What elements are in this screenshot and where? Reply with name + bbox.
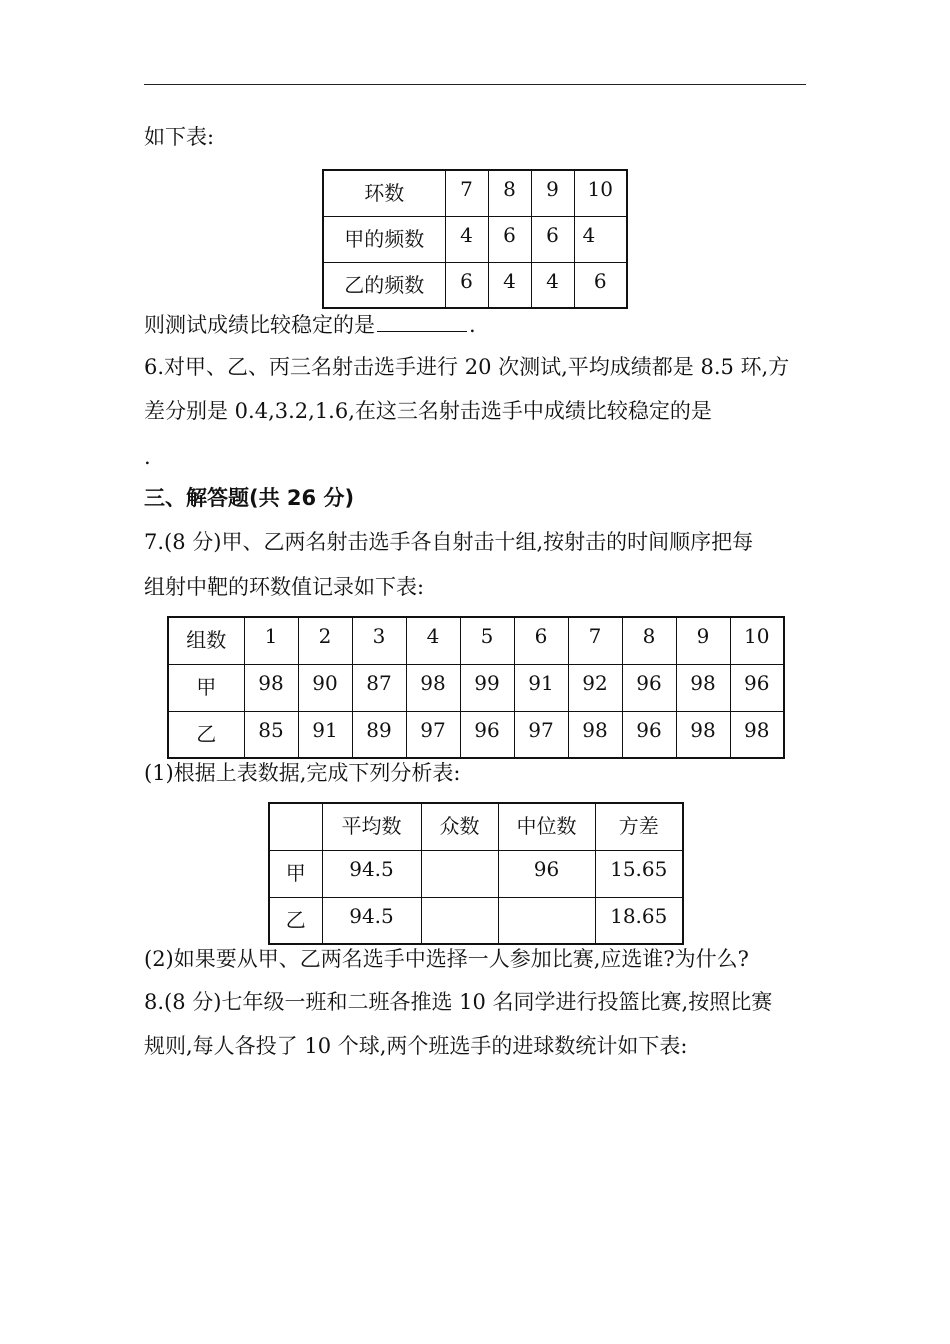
- table-cell: 98: [676, 711, 730, 758]
- table-cell: 甲的频数: [323, 216, 445, 262]
- table-cell: 98: [406, 664, 460, 711]
- table-cell: 9: [676, 617, 730, 664]
- table-cell: 众数: [421, 803, 498, 850]
- table-row: [269, 850, 683, 897]
- table-cell: 97: [514, 711, 568, 758]
- table-cell: 6: [445, 262, 488, 308]
- table-cell: 10: [574, 170, 627, 216]
- table-cell: 96: [622, 711, 676, 758]
- answer-cell[interactable]: [421, 897, 498, 944]
- table-cell: 96: [730, 664, 784, 711]
- table-cell: 4: [445, 216, 488, 262]
- table-cell: 7: [445, 170, 488, 216]
- table-cell: 98: [244, 664, 298, 711]
- table-row: [168, 664, 784, 711]
- table-cell: 91: [514, 664, 568, 711]
- table-cell: 6: [574, 262, 627, 308]
- table-row: [323, 216, 627, 262]
- table-cell: 4: [406, 617, 460, 664]
- q7-line2: 组射中靶的环数值记录如下表:: [144, 575, 425, 599]
- table-row: [269, 897, 683, 944]
- q7-line1: 7.(8 分)甲、乙两名射击选手各自射击十组,按射击的时间顺序把每: [144, 530, 754, 554]
- q8-line1: 8.(8 分)七年级一班和二班各推选 10 名同学进行投篮比赛,按照比赛: [144, 990, 773, 1014]
- table-row: [323, 170, 627, 216]
- table-cell: 89: [352, 711, 406, 758]
- table-cell: 96: [622, 664, 676, 711]
- q6-line2: 差分别是 0.4,3.2,1.6,在这三名射击选手中成绩比较稳定的是: [144, 399, 712, 423]
- q5-tail-text: 则测试成绩比较稳定的是: [144, 313, 375, 337]
- table-cell: 94.5: [322, 850, 421, 897]
- q6-line1: 6.对甲、乙、丙三名射击选手进行 20 次测试,平均成绩都是 8.5 环,方: [144, 355, 790, 379]
- table-cell: 7: [568, 617, 622, 664]
- table-cell: 98: [676, 664, 730, 711]
- table-row: [168, 617, 784, 664]
- q5-tail: [144, 310, 476, 340]
- header-rule: [144, 84, 806, 85]
- q7-part1: (1)根据上表数据,完成下列分析表:: [144, 761, 461, 785]
- table-cell: 4: [531, 262, 574, 308]
- table-cell: 92: [568, 664, 622, 711]
- table-cell: 2: [298, 617, 352, 664]
- table-cell: 98: [730, 711, 784, 758]
- table-cell: 91: [298, 711, 352, 758]
- table-cell: 乙的频数: [323, 262, 445, 308]
- table-cell: 4: [488, 262, 531, 308]
- table-cell: 4: [574, 216, 627, 262]
- table-row: [168, 711, 784, 758]
- table-cell: 6: [531, 216, 574, 262]
- shooting-score-table: [167, 616, 785, 759]
- table-cell: 乙: [168, 711, 244, 758]
- answer-cell[interactable]: [421, 850, 498, 897]
- table-cell: 环数: [323, 170, 445, 216]
- table-cell: 96: [498, 850, 595, 897]
- table-cell: 96: [460, 711, 514, 758]
- q6-line3: .: [144, 445, 151, 469]
- table-cell: 98: [568, 711, 622, 758]
- table-cell: 94.5: [322, 897, 421, 944]
- table-cell: 85: [244, 711, 298, 758]
- ring-frequency-table: [322, 169, 628, 309]
- table-cell: [269, 803, 322, 850]
- table-cell: 90: [298, 664, 352, 711]
- table-cell: 99: [460, 664, 514, 711]
- table-row: [323, 262, 627, 308]
- table-cell: 97: [406, 711, 460, 758]
- answer-blank[interactable]: [377, 311, 467, 332]
- table-cell: 5: [460, 617, 514, 664]
- table-cell: 6: [514, 617, 568, 664]
- table-cell: 1: [244, 617, 298, 664]
- table-cell: 方差: [595, 803, 683, 850]
- table-cell: 10: [730, 617, 784, 664]
- section-heading: 三、解答题(共 26 分): [144, 486, 355, 510]
- table-cell: 87: [352, 664, 406, 711]
- table-cell: 9: [531, 170, 574, 216]
- intro-text: 如下表:: [144, 125, 215, 149]
- table-cell: 组数: [168, 617, 244, 664]
- analysis-table: [268, 802, 684, 945]
- table-cell: 中位数: [498, 803, 595, 850]
- table-cell: 8: [488, 170, 531, 216]
- q5-tail-period: .: [469, 313, 476, 337]
- q7-part2: (2)如果要从甲、乙两名选手中选择一人参加比赛,应选谁?为什么?: [144, 947, 749, 971]
- table-cell: 8: [622, 617, 676, 664]
- answer-cell[interactable]: [498, 897, 595, 944]
- table-cell: 乙: [269, 897, 322, 944]
- table-cell: 15.65: [595, 850, 683, 897]
- table-cell: 18.65: [595, 897, 683, 944]
- table-cell: 3: [352, 617, 406, 664]
- q8-line2: 规则,每人各投了 10 个球,两个班选手的进球数统计如下表:: [144, 1034, 688, 1058]
- table-cell: 甲: [269, 850, 322, 897]
- table-cell: 平均数: [322, 803, 421, 850]
- table-cell: 6: [488, 216, 531, 262]
- table-row: [269, 803, 683, 850]
- table-cell: 甲: [168, 664, 244, 711]
